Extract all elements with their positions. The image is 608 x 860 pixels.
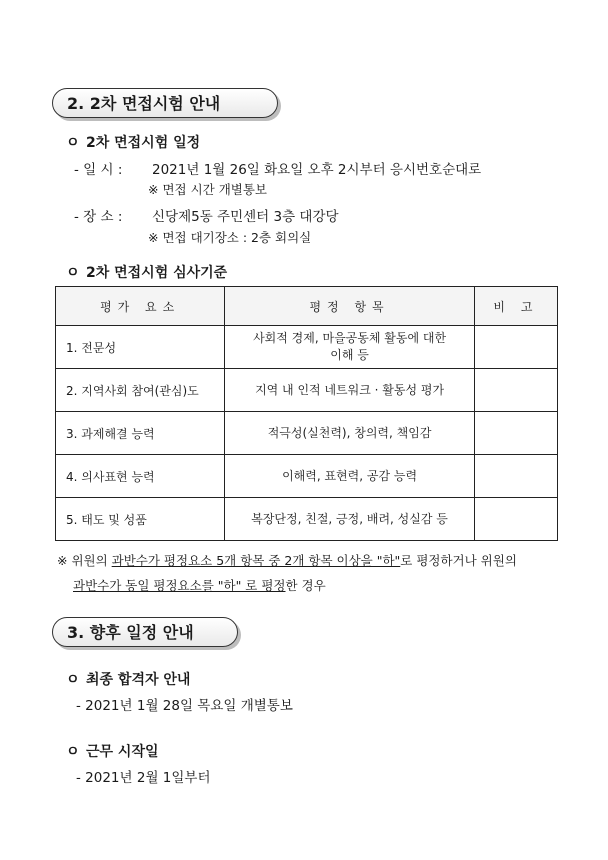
- final-heading: [66, 669, 190, 689]
- factor-cell: 2. 지역사회 참여(관심)도: [56, 369, 225, 412]
- item-cell: [225, 326, 474, 369]
- schedule-heading: [66, 132, 200, 152]
- footnote-text: 한 경우: [285, 578, 326, 593]
- factor-cell: 4. 의사표현 능력: [56, 455, 225, 498]
- criteria-table: [55, 286, 558, 541]
- item-cell: 복장단정, 친절, 긍정, 배려, 성실감 등: [225, 498, 474, 541]
- note-cell: [474, 326, 557, 369]
- section-3-title: 3. 향후 일정 안내: [67, 623, 194, 642]
- table-row: [56, 455, 558, 498]
- section-3-header: [52, 617, 238, 647]
- item-cell: 이해력, 표현력, 공감 능력: [225, 455, 474, 498]
- criteria-heading: [66, 262, 227, 282]
- place-label: - 장 소 :: [74, 209, 123, 225]
- table-row: [56, 369, 558, 412]
- date-line: [74, 158, 481, 178]
- circle-bullet-icon: ㅇ: [66, 265, 80, 281]
- footnote-text: 로 평정하거나 위원의: [400, 553, 517, 568]
- start-value: - 2021년 2월 1일부터: [76, 770, 211, 786]
- table-row: [56, 326, 558, 369]
- header-factor: 평가 요소: [56, 287, 225, 326]
- date-label: - 일 시 :: [74, 162, 123, 178]
- final-value: - 2021년 1월 28일 목요일 개별통보: [76, 698, 293, 714]
- note-cell: [474, 498, 557, 541]
- start-heading: [66, 741, 159, 761]
- start-heading-text: 근무 시작일: [86, 744, 159, 760]
- factor-cell: 1. 전문성: [56, 326, 225, 369]
- final-heading-text: 최종 합격자 안내: [86, 672, 191, 688]
- schedule-heading-text: 2차 면접시험 일정: [86, 135, 201, 151]
- item-cell: 지역 내 인적 네트워크 · 활동성 평가: [225, 369, 474, 412]
- note-cell: [474, 412, 557, 455]
- note-cell: [474, 369, 557, 412]
- table-row: [56, 412, 558, 455]
- note-cell: [474, 455, 557, 498]
- date-note: ※ 면접 시간 개별통보: [148, 182, 267, 197]
- circle-bullet-icon: ㅇ: [66, 672, 80, 688]
- factor-cell: 3. 과제해결 능력: [56, 412, 225, 455]
- item-text: 사회적 경제, 마을공동체 활동에 대한 이해 등: [253, 331, 447, 362]
- table-row: [56, 498, 558, 541]
- factor-cell: 5. 태도 및 성품: [56, 498, 225, 541]
- header-item: 평정 항목: [225, 287, 474, 326]
- circle-bullet-icon: ㅇ: [66, 744, 80, 760]
- footnote-line-1: [57, 548, 517, 573]
- header-note: 비 고: [474, 287, 557, 326]
- section-2-title: 2. 2차 면접시험 안내: [67, 94, 221, 113]
- criteria-footnote: [57, 548, 517, 598]
- table-header-row: [56, 287, 558, 326]
- footnote-line-2: [57, 573, 517, 598]
- place-line: [74, 205, 339, 225]
- item-cell: 적극성(실천력), 창의력, 책임감: [225, 412, 474, 455]
- section-2-header: [52, 88, 278, 118]
- footnote-text: ※ 위원의: [57, 553, 112, 568]
- place-note: ※ 면접 대기장소 : 2층 회의실: [148, 230, 312, 245]
- footnote-underlined: 과반수가 평정요소 5개 항목 중 2개 항목 이상을 "하": [111, 553, 401, 568]
- place-value: 신당제5동 주민센터 3층 대강당: [152, 209, 339, 225]
- criteria-heading-text: 2차 면접시험 심사기준: [86, 265, 228, 281]
- circle-bullet-icon: ㅇ: [66, 135, 80, 151]
- footnote-underlined: 과반수가 동일 평정요소를 "하" 로 평정: [73, 578, 286, 593]
- date-value: 2021년 1월 26일 화요일 오후 2시부터 응시번호순대로: [152, 162, 482, 178]
